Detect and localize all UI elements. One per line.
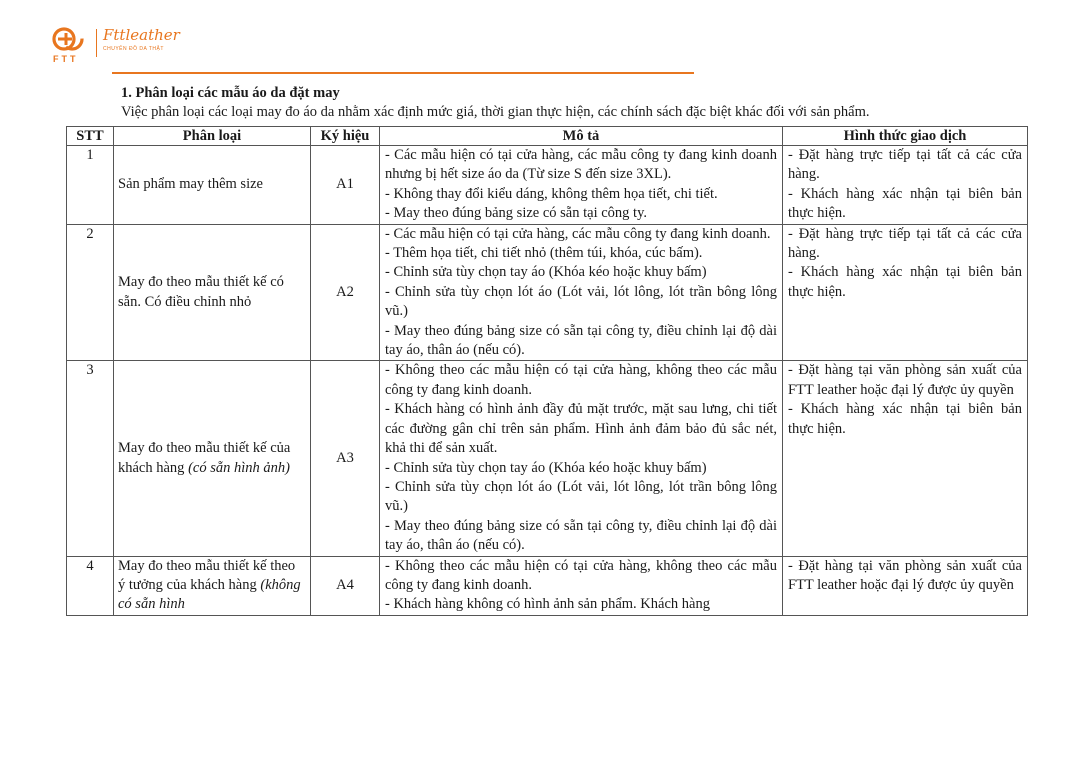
- logo-brand-name: Fttleather: [103, 26, 180, 44]
- logo-tagline: CHUYÊN ĐỒ DA THẬT: [103, 46, 164, 52]
- company-logo: [50, 27, 180, 67]
- row-category: [114, 224, 311, 361]
- transaction-line: - Khách hàng xác nhận tại biên bản thực hiện.: [788, 264, 1022, 300]
- header-category: Phân loại: [114, 127, 311, 146]
- row-transaction: [783, 146, 1028, 225]
- description-line: - Khách hàng có hình ảnh đầy đủ mặt trước, mặt sau lưng, chi tiết các đường gân chỉ trên sản phẩm. Hình ảnh đảm bảo đủ sắc nét, khả thi để sản xuất.: [385, 401, 777, 457]
- description-line: - Chỉnh sửa tùy chọn tay áo (Khóa kéo hoặc khuy bấm): [385, 459, 707, 476]
- row-description: [380, 224, 783, 361]
- logo-divider: [96, 29, 97, 57]
- description-line: - May theo đúng bảng size có sẵn tại công ty, điều chỉnh lại độ dài tay áo, thân áo (nếu có).: [385, 517, 777, 554]
- description-line: - Chỉnh sửa tùy chọn lót áo (Lót vải, lót lông, lót trần bông lông vũ.): [385, 283, 777, 320]
- table-header-row: [67, 127, 1028, 146]
- description-line: - Không theo các mẫu hiện có tại cửa hàng, không theo các mẫu công ty đang kinh doanh.: [385, 557, 777, 593]
- row-category: [114, 556, 311, 615]
- classification-table: [66, 126, 1028, 616]
- row-description: [380, 146, 783, 225]
- category-text: Sản phẩm may thêm size: [118, 176, 263, 193]
- row-stt: 3: [67, 361, 114, 556]
- row-stt: 1: [67, 146, 114, 225]
- description-line: - May theo đúng bảng size có sẵn tại công ty.: [385, 205, 648, 222]
- category-note: (có sẵn hình ảnh): [188, 459, 290, 476]
- category-note: (không có sẵn hình: [118, 576, 301, 613]
- row-stt: 2: [67, 224, 114, 361]
- table-row: [67, 224, 1028, 361]
- transaction-line: - Đặt hàng tại văn phòng sản xuất của FTT leather hoặc đại lý được ủy quyền: [788, 362, 1022, 398]
- description-line: - Thêm họa tiết, chi tiết nhỏ (thêm túi, khóa, cúc bấm).: [385, 245, 703, 262]
- description-line: - Các mẫu hiện có tại cửa hàng, các mẫu công ty đang kinh doanh nhưng bị hết size áo da (Từ size S đến size 3XL).: [385, 147, 777, 183]
- row-description: [380, 361, 783, 556]
- row-transaction: [783, 361, 1028, 556]
- row-transaction: [783, 556, 1028, 615]
- header-code: Ký hiệu: [311, 127, 380, 146]
- table-row: [67, 146, 1028, 225]
- category-text: May đo theo mẫu thiết kế theo ý tưởng của khách hàng: [118, 557, 296, 593]
- description-line: - Chỉnh sửa tùy chọn tay áo (Khóa kéo hoặc khuy bấm): [385, 264, 707, 281]
- transaction-line: - Đặt hàng tại văn phòng sản xuất của FTT leather hoặc đại lý được ủy quyền: [788, 557, 1022, 593]
- row-category: [114, 361, 311, 556]
- description-line: - Chỉnh sửa tùy chọn lót áo (Lót vải, lót lông, lót trần bông lông vũ.): [385, 478, 777, 515]
- transaction-line: - Khách hàng xác nhận tại biên bản thực hiện.: [788, 401, 1022, 437]
- logo-ftt-text: FTT: [53, 54, 79, 64]
- description-line: - Không theo các mẫu hiện có tại cửa hàng, không theo các mẫu công ty đang kinh doanh.: [385, 362, 777, 398]
- header-rule: [112, 72, 694, 74]
- description-line: - Khách hàng không có hình ảnh sản phẩm. Khách hàng: [385, 596, 710, 613]
- header-stt: STT: [67, 127, 114, 146]
- row-code: A3: [311, 361, 380, 556]
- row-code: A2: [311, 224, 380, 361]
- table-row: [67, 361, 1028, 556]
- row-code: A1: [311, 146, 380, 225]
- category-text: May đo theo mẫu thiết kế của khách hàng: [118, 440, 291, 476]
- row-description: [380, 556, 783, 615]
- section-title: 1. Phân loại các mẫu áo da đặt may: [121, 85, 340, 101]
- row-code: A4: [311, 556, 380, 615]
- description-line: - May theo đúng bảng size có sẵn tại công ty, điều chỉnh lại độ dài tay áo, thân áo (nếu có).: [385, 322, 777, 359]
- row-stt: 4: [67, 556, 114, 615]
- transaction-line: - Khách hàng xác nhận tại biên bản thực hiện.: [788, 185, 1022, 222]
- row-category: [114, 146, 311, 225]
- header-description: Mô tả: [380, 127, 783, 146]
- transaction-line: - Đặt hàng trực tiếp tại tất cả các cửa hàng.: [788, 147, 1022, 183]
- header-transaction: Hình thức giao dịch: [783, 127, 1028, 146]
- category-text: May đo theo mẫu thiết kế có sẵn. Có điều chỉnh nhỏ: [118, 274, 284, 310]
- section-intro: Việc phân loại các loại may đo áo da nhằm xác định mức giá, thời gian thực hiện, các chính sách đặc biệt khác đối với sản phẩm.: [121, 104, 870, 120]
- description-line: - Không thay đổi kiểu dáng, không thêm họa tiết, chi tiết.: [385, 185, 718, 202]
- ftt-logo-icon: [50, 27, 90, 67]
- description-line: - Các mẫu hiện có tại cửa hàng, các mẫu công ty đang kinh doanh.: [385, 225, 771, 242]
- row-transaction: [783, 224, 1028, 361]
- transaction-line: - Đặt hàng trực tiếp tại tất cả các cửa hàng.: [788, 225, 1022, 262]
- table-row: [67, 556, 1028, 615]
